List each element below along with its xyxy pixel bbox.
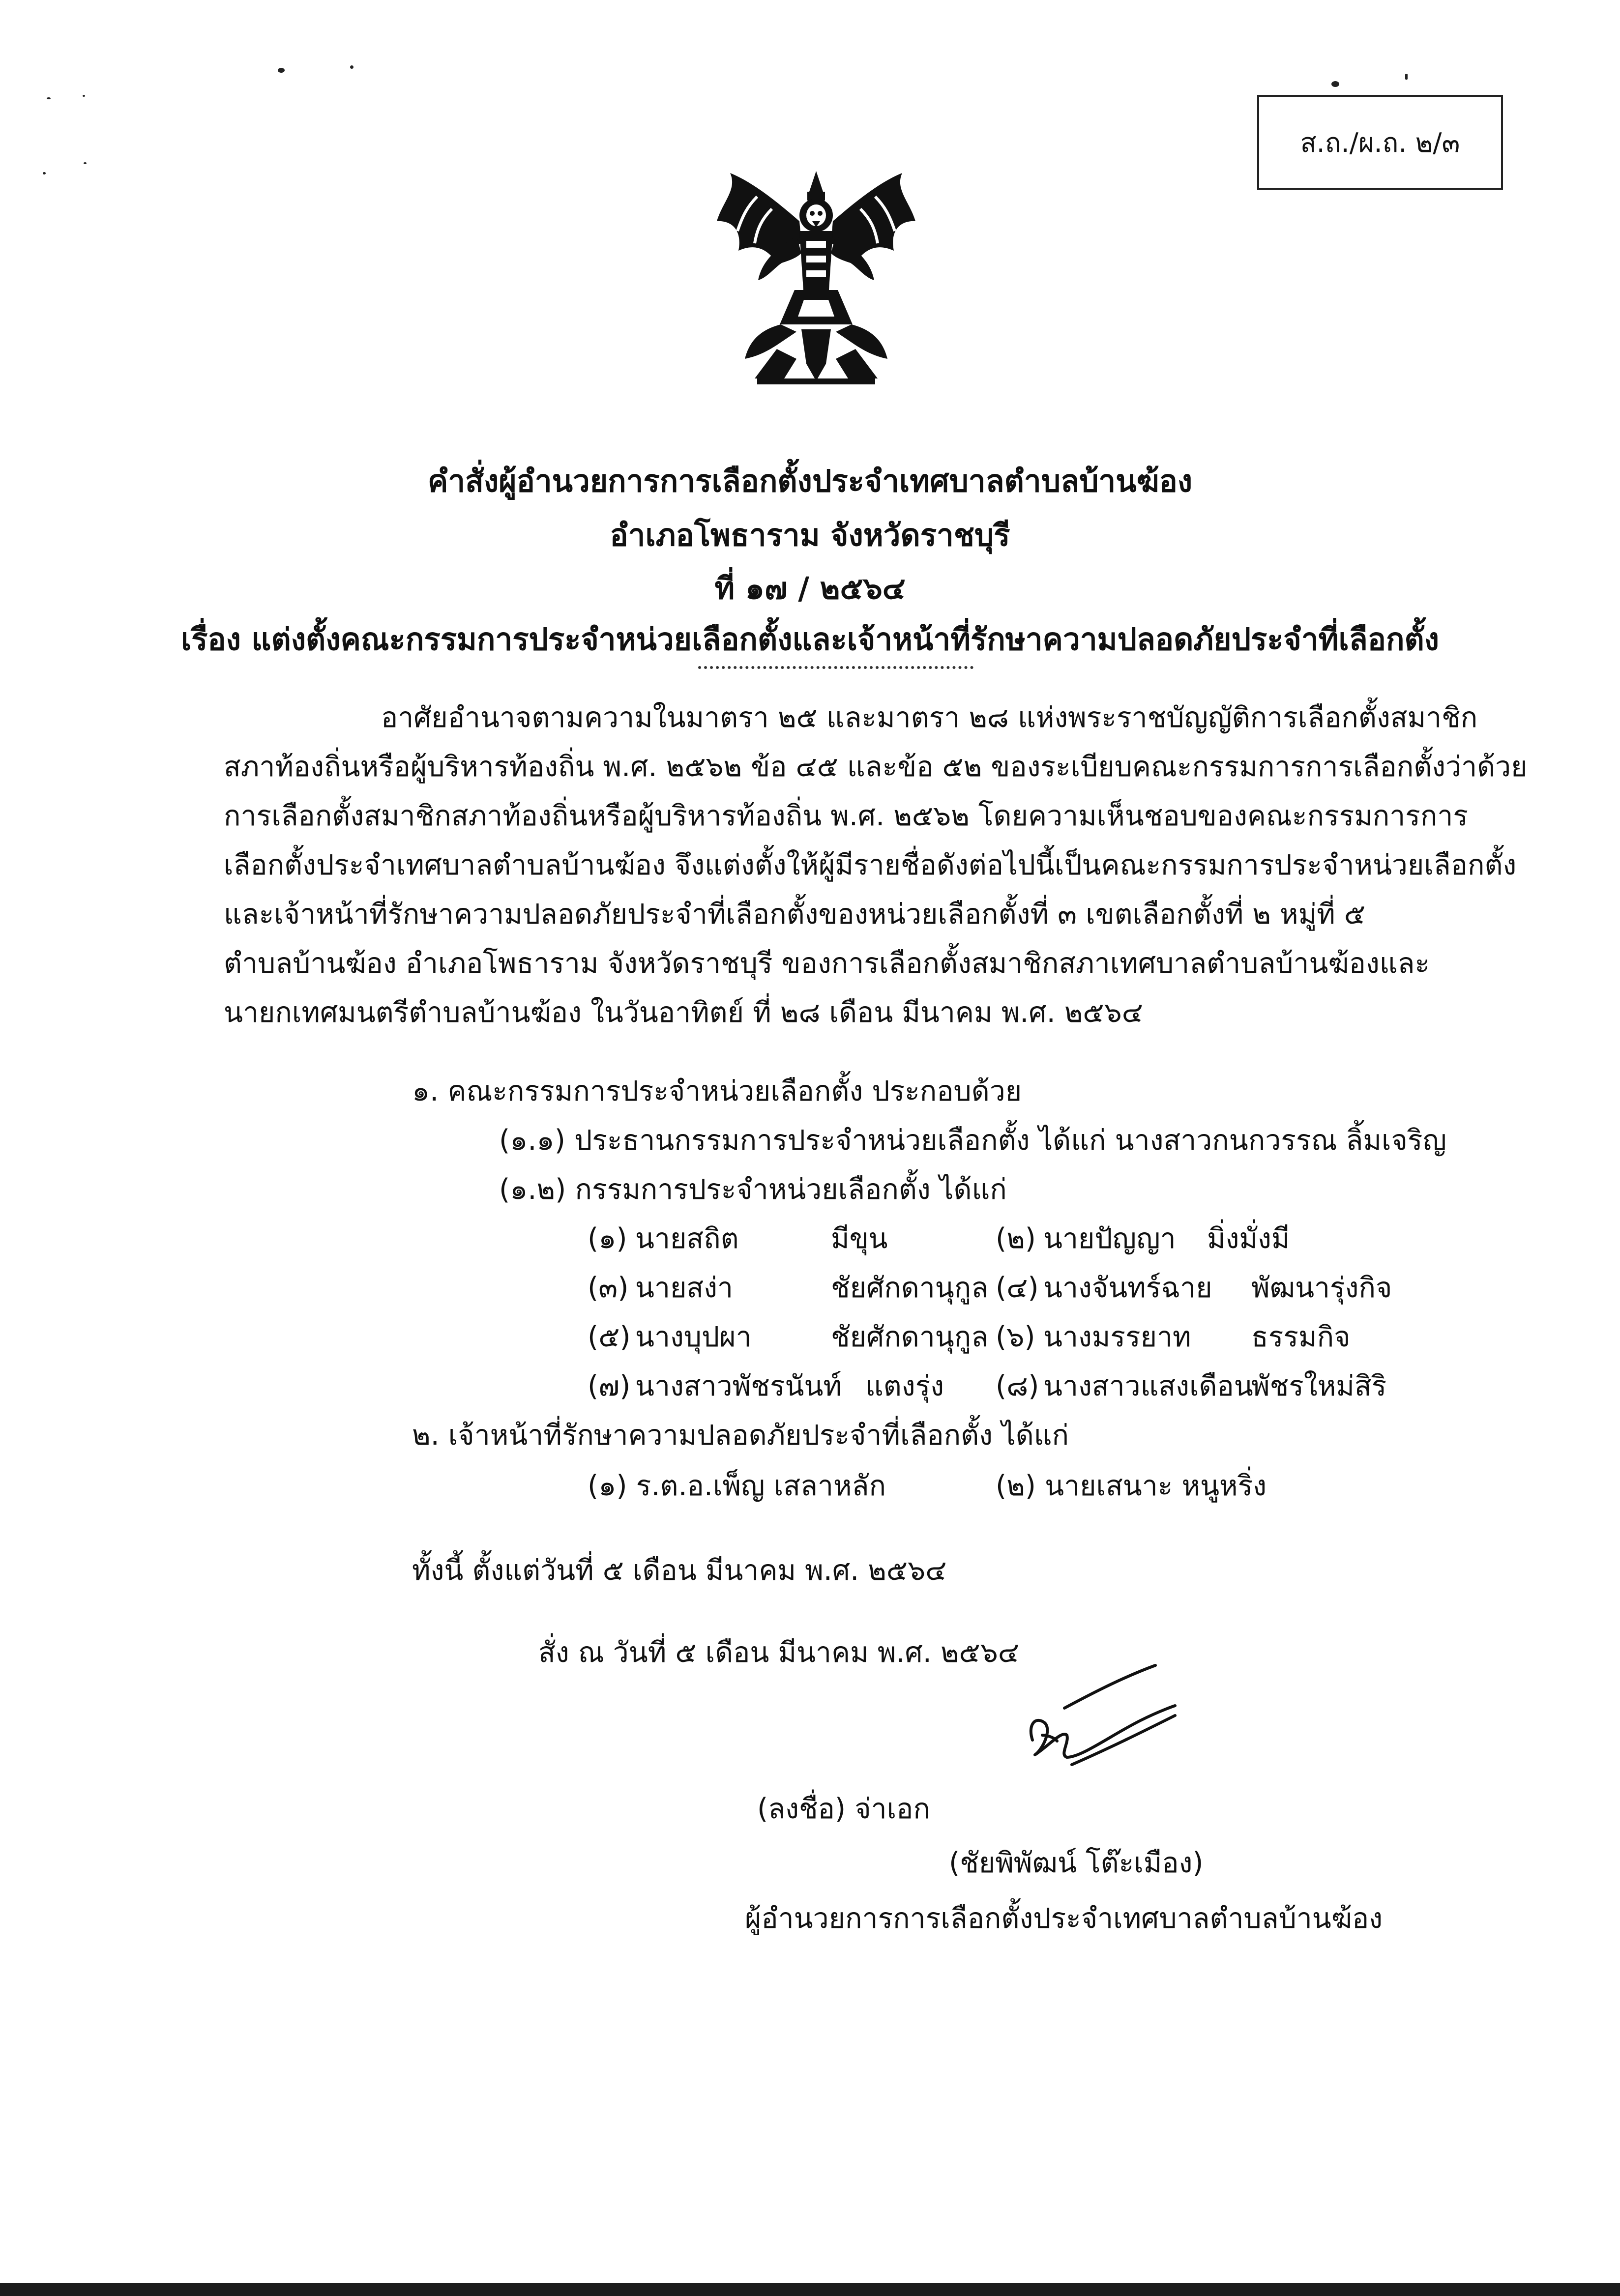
member-first-name: นางจันทร์ฉาย: [1043, 1272, 1212, 1304]
effective-date: ทั้งนี้ ตั้งแต่วันที่ ๕ เดือน มีนาคม พ.ศ. ๒๕๖๔: [412, 1554, 947, 1587]
member-last-name: ธรรมกิจ: [1251, 1321, 1351, 1353]
form-code: ส.ถ./ผ.ถ. ๒/๓: [1300, 127, 1460, 158]
scan-speck: [84, 162, 87, 164]
member-last-name: ชัยศักดานุกูล: [831, 1272, 989, 1304]
scan-speck: [350, 65, 353, 69]
member-last-name: มิ่งมั่งมี: [1207, 1222, 1290, 1255]
member-first-name: นายปัญญา: [1043, 1222, 1176, 1255]
member-number: (๗): [588, 1370, 631, 1402]
member-first-name: นายสง่า: [635, 1272, 733, 1304]
scan-speck: [1331, 81, 1339, 87]
district-line: อำเภอโพธาราม จังหวัดราชบุรี: [610, 517, 1010, 553]
member-last-name: มีขุน: [831, 1222, 888, 1255]
title-divider: [698, 666, 973, 669]
member-number: (๑): [588, 1222, 627, 1255]
member-last-name: พัชรใหม่สิริ: [1251, 1370, 1387, 1402]
body-line: ตำบลบ้านฆ้อง อำเภอโพธาราม จังหวัดราชบุรี ของการเลือกตั้งสมาชิกสภาเทศบาลตำบลบ้านฆ้องและ: [224, 947, 1430, 980]
scan-speck: [43, 172, 46, 174]
order-date: สั่ง ณ วันที่ ๕ เดือน มีนาคม พ.ศ. ๒๕๖๔: [538, 1636, 1019, 1669]
body-line: อาศัยอำนาจตามความในมาตรา ๒๕ และมาตรา ๒๘ แห่งพระราชบัญญัติการเลือกตั้งสมาชิก: [381, 701, 1478, 734]
security-heading: ๒. เจ้าหน้าที่รักษาความปลอดภัยประจำที่เลือกตั้ง ได้แก่: [412, 1419, 1069, 1452]
body-line: และเจ้าหน้าที่รักษาความปลอดภัยประจำที่เลือกตั้งของหน่วยเลือกตั้งที่ ๓ เขตเลือกตั้งที่ ๒ หมู่ที่ ๕: [224, 898, 1366, 930]
order-subject: เรื่อง แต่งตั้งคณะกรรมการประจำหน่วยเลือกตั้งและเจ้าหน้าที่รักษาความปลอดภัยประจำที่เลือกตั้ง: [180, 621, 1440, 657]
body-line: การเลือกตั้งสมาชิกสภาท้องถิ่นหรือผู้บริหารท้องถิ่น พ.ศ. ๒๕๖๒ โดยความเห็นชอบของคณะกรรมการการ: [224, 800, 1469, 832]
member-last-name: ชัยศักดานุกูล: [831, 1321, 989, 1353]
member-last-name: แตงรุ่ง: [865, 1370, 944, 1402]
scan-speck: [278, 68, 285, 73]
member-first-name: นางบุปผา: [635, 1321, 752, 1353]
member-number: (๘): [996, 1370, 1039, 1402]
order-title: คำสั่งผู้อำนวยการการเลือกตั้งประจำเทศบาลตำบลบ้านฆ้อง: [427, 463, 1193, 499]
signer-name: (ชัยพิพัฒน์ โต๊ะเมือง): [949, 1847, 1204, 1879]
form-code-box: [1257, 95, 1503, 190]
chair-line: (๑.๑) ประธานกรรมการประจำหน่วยเลือกตั้ง ได้แก่ นางสาวกนกวรรณ ลิ้มเจริญ: [499, 1124, 1447, 1157]
member-number: (๔): [996, 1272, 1039, 1304]
security-officer: (๒) นายเสนาะ หนูหริ่ง: [996, 1470, 1267, 1502]
scan-border: [0, 2283, 1620, 2296]
member-last-name: พัฒนารุ่งกิจ: [1251, 1272, 1392, 1304]
garuda-emblem-icon: [703, 162, 929, 393]
body-line: สภาท้องถิ่นหรือผู้บริหารท้องถิ่น พ.ศ. ๒๕๖๒ ข้อ ๔๕ และข้อ ๕๒ ของระเบียบคณะกรรมการการเลือกตั้งว่าด้วย: [224, 751, 1528, 783]
signature-icon: [1013, 1661, 1229, 1804]
member-number: (๕): [588, 1321, 631, 1353]
order-number: ที่ ๑๗ / ๒๕๖๔: [714, 570, 906, 606]
members-heading: (๑.๒) กรรมการประจำหน่วยเลือกตั้ง ได้แก่: [499, 1173, 1007, 1206]
member-number: (๓): [588, 1272, 629, 1304]
signer-position: ผู้อำนวยการการเลือกตั้งประจำเทศบาลตำบลบ้านฆ้อง: [745, 1902, 1383, 1935]
member-number: (๒): [996, 1222, 1036, 1255]
member-number: (๖): [996, 1321, 1035, 1353]
member-first-name: นางมรรยาท: [1043, 1321, 1191, 1353]
scan-speck: [1405, 74, 1408, 80]
scan-speck: [83, 95, 85, 97]
body-line: นายกเทศมนตรีตำบลบ้านฆ้อง ในวันอาทิตย์ ที่ ๒๘ เดือน มีนาคม พ.ศ. ๒๕๖๔: [224, 996, 1143, 1029]
signed-label: (ลงชื่อ) จ่าเอก: [757, 1793, 930, 1825]
committee-heading: ๑. คณะกรรมการประจำหน่วยเลือกตั้ง ประกอบด้วย: [412, 1075, 1022, 1107]
member-first-name: นายสถิต: [635, 1222, 739, 1255]
scan-speck: [47, 97, 51, 99]
body-paragraph: [224, 693, 1528, 1037]
body-line: เลือกตั้งประจำเทศบาลตำบลบ้านฆ้อง จึงแต่งตั้งให้ผู้มีรายชื่อดังต่อไปนี้เป็นคณะกรรมการประจำหน่วยเลือกตั้ง: [224, 849, 1517, 881]
security-officer: (๑) ร.ต.อ.เพ็ญ เสลาหลัก: [588, 1470, 886, 1502]
member-first-name: นางสาวพัชรนันท์: [635, 1370, 842, 1402]
member-first-name: นางสาวแสงเดือน: [1043, 1370, 1253, 1402]
